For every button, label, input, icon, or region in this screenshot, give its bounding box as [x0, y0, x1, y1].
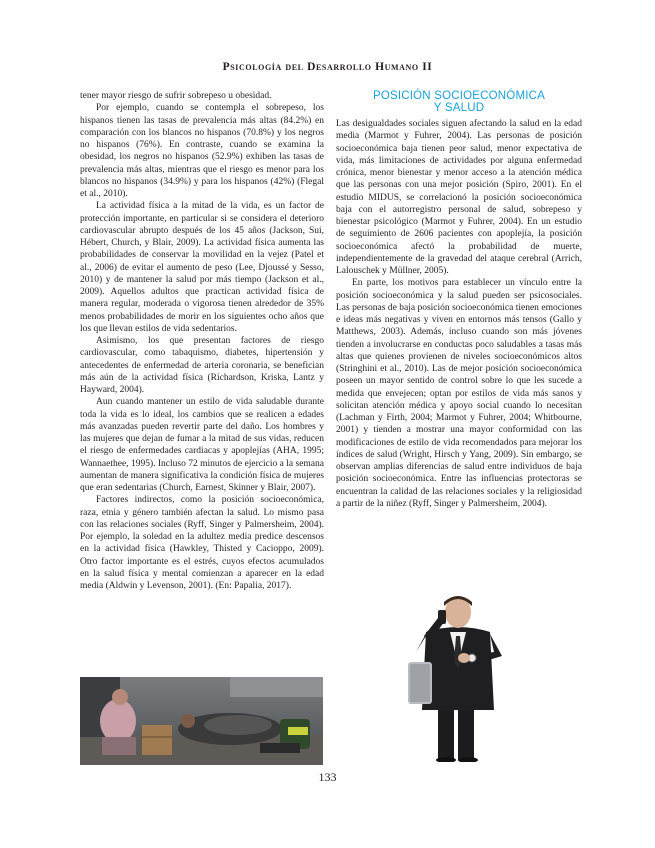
- paragraph: Factores indirectos, como la posición socioeconómica, raza, etnia y género también afectan la salud. Lo mismo pasa con las relaciones sociales (Ryff, Singer y Palmersheim, 2004). Por ejemplo, la soledad en la adultez media predice descensos en la actividad física (Hawkley, Thisted y Cacioppo, 2009). Otro factor importante es el estrés, cuyos efectos acumulados en la salud física y mental comienzan a aparecer en la edad media (Aldwin y Levenson, 2001). (En: Papalia, 2017).: [80, 495, 324, 591]
- businessman-photo: [398, 592, 520, 762]
- paragraph: Aun cuando mantener un estilo de vida saludable durante toda la vida es lo ideal, los cambios que se realicen a edades más avanzadas pueden revertir parte del daño. Los hombres y las mujeres que dejan de fumar a la mitad de sus vidas, reducen el riesgo de enfermedades cardiacas y apoplejías (AHA, 1995; Wannaethee, 1995). Incluso 72 minutos de ejercicio a la semana aumentan de manera significativa la condición física de mujeres que eran sedentarias (Church, Earnest, Skinner y Blair, 2007).: [80, 397, 324, 493]
- paragraph: La actividad física a la mitad de la vida, es un factor de protección importante, en particular si se considera el deterioro cardiovascular abrupto después de los 45 años (Jackson, Sui, Hébert, Church, y Blair, 2009). La actividad física aumenta las probabilidades de conservar la movilidad en la vejez (Patel et al., 2006) de evitar el aumento de peso (Lee, Djoussé y Sesso, 2010) y de mantener la salud por más tiempo (Jackson et al., 2009). Aquellos adultos que practican actividad física de manera regular, moderada o vigorosa tienen alrededor de 35% menos probabilidades de morir en los siguientes ocho años que los que llevan estilos de vida sedentarios.: [80, 201, 324, 334]
- paragraph: tener mayor riesgo de sufrir sobrepeso u obesidad.: [80, 91, 272, 101]
- street-people-photo: [80, 677, 323, 765]
- paragraph: Asimismo, los que presentan factores de riesgo cardiovascular, como tabaquismo, diabetes, hipertensión y antecedentes de enfermedad de arteria coronaria, se benefician más aún de la actividad física (Richardson, Kriska, Lantz y Hayward, 2004).: [80, 336, 324, 395]
- paragraph: Las desigualdades sociales siguen afectando la salud en la edad media (Marmot y Fuhrer, 2004). Las personas de posición socioeconómica baja tienen peor salud, menor expectativa de vida, más limitaciones de actividades por alguna enfermedad crónica, menor bienestar y menor acceso a la atención médica que las personas con una mejor posición (Spiro, 2001). En el estudio MIDUS, se correlacionó la posición socioeconómica baja con el autorregistro personal de salud, sobrepeso y bienestar psicológico (Marmot y Fuhrer, 2004). En un estudio de seguimiento de 2606 pacientes con apoplejía, la posición socioeconómica afectó la probabilidad de muerte, independientemente de la gravedad del ataque cerebral (Arrich, Lalouschek y Müllner, 2005).: [336, 119, 582, 276]
- section-heading: [336, 90, 582, 114]
- section-heading-line: POSICIÓN SOCIOECONÓMICA: [372, 90, 545, 102]
- left-column: [80, 90, 324, 592]
- page-number: 133: [318, 770, 337, 784]
- paragraph: En parte, los motivos para establecer un vínculo entre la posición socioeconómica y la salud pueden ser psicosociales. Las personas de baja posición socioeconómica tienen emociones e ideas más negativas y viven en entornos más tensos (Gallo y Matthews, 2003). Además, incluso cuando son más jóvenes tienden a involucrarse en conductas poco saludables a tasas más altas que quienes provienen de niveles socioeconómicos altos (Stringhini et al., 2010). Las de mejor posición socioeconómica poseen un mayor sentido de control sobre lo que les sucede a medida que envejecen; optan por estilos de vida más sanos y solicitan atención médica y apoyo social cuando lo necesitan (Lachman y Firth, 2004; Marmot y Fuhrer, 2004; Whitbourne, 2001) y tienden a mostrar una mayor conformidad con las modificaciones de estilo de vida recomendados para mejorar los índices de salud (Wright, Hirsch y Yang, 2009). Sin embargo, se observan amplias diferencias de salud entre individuos de baja posición socioeconómica. Entre las influencias protectoras se encuentran la calidad de las relaciones sociales y la religiosidad a partir de la niñez (Ryff, Singer y Palmersheim, 2004).: [336, 278, 582, 509]
- running-header: Psicología del Desarrollo Humano II: [222, 61, 433, 73]
- section-heading-line: Y SALUD: [433, 102, 485, 114]
- paragraph: Por ejemplo, cuando se contempla el sobrepeso, los hispanos tienen las tasas de prevalencia más altas (84.2%) en comparación con los blancos no hispanos (70.8%) y los negros no hispanos (76%). En contraste, cuando se examina la obesidad, los negros no hispanos (52.9%) exhiben las tasas de prevalencia más altas, mientras que el riesgo es menor para los blancos no hispanos (34.9%) y para los hispanos (42%) (Flegal et al., 2010).: [80, 103, 324, 199]
- right-column: [336, 90, 582, 510]
